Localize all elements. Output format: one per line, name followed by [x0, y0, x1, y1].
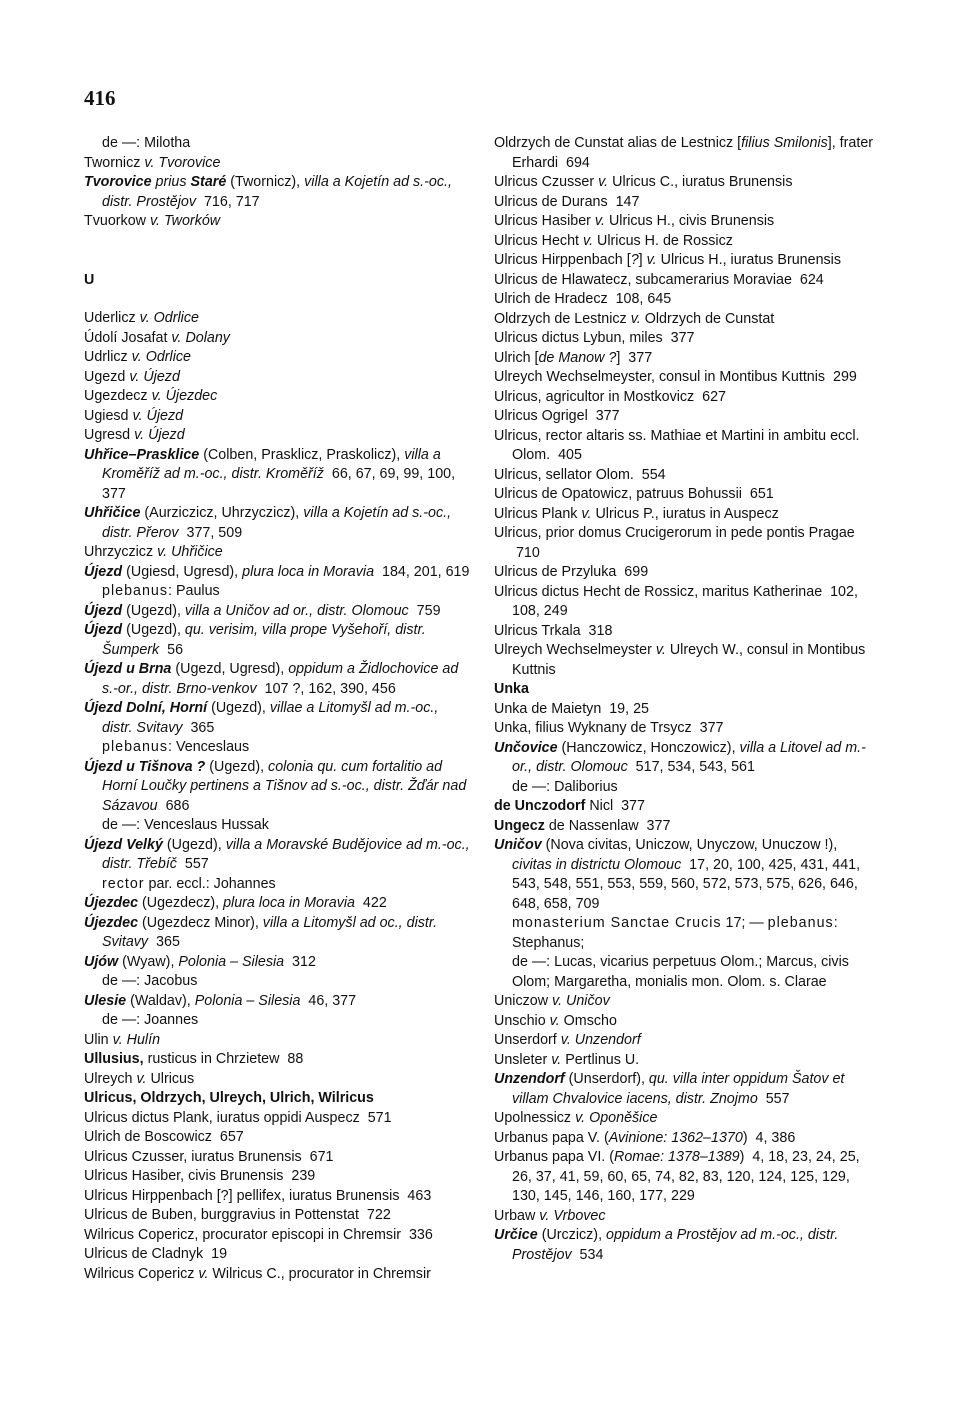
index-subentry: de —: Daliborius — [512, 778, 618, 795]
spacer — [84, 232, 472, 271]
index-entry: Wilricus Copericz, procurator episcopi in Chremsir 336 — [84, 1226, 433, 1243]
index-entry: Ulricus de Cladnyk 19 — [84, 1246, 228, 1262]
index-entry: Ulricus Trkala 318 — [494, 622, 613, 639]
index-subentry: rector par. eccl.: Johannes — [102, 875, 276, 892]
index-subentry: monasterium Sanctae Crucis 17; — plebanus: Stephanus; — [512, 915, 838, 951]
left-column — [84, 134, 472, 1284]
index-subentry: de —: Lucas, vicarius perpetuus Olom.; Marcus, civis Olom; Margaretha, monialis mon. Olom. s. Clarae — [512, 954, 849, 990]
index-entry: Ulricus de Opatowicz, patruus Bohussii 651 — [494, 486, 774, 502]
index-entry: Ulricus Hecht v. Ulricus H. de Rossicz — [494, 232, 733, 249]
index-entry: Určice (Urczicz), oppidum a Prostějov ad m.-oc., distr. Prostějov 534 — [494, 1227, 839, 1263]
index-entry: Ulreych Wechselmeyster, consul in Montibus Kuttnis 299 — [494, 369, 857, 385]
index-entry: Ugiesd v. Újezd — [84, 407, 184, 424]
index-entry: Ulricus de Przyluka 699 — [494, 564, 649, 580]
index-entry: Unsleter v. Pertlinus U. — [494, 1051, 640, 1068]
index-subentry: plebanus: Paulus — [102, 583, 220, 599]
index-entry: Udrlicz v. Odrlice — [84, 349, 191, 365]
index-entry: Ulrich de Hradecz 108, 645 — [494, 291, 672, 307]
index-subentry: de —: Joannes — [102, 1012, 199, 1028]
index-entry: Ullusius, rusticus in Chrzietew 88 — [84, 1051, 304, 1067]
index-entry: Unserdorf v. Unzendorf — [494, 1032, 641, 1048]
index-subentry: de —: Jacobus — [102, 973, 198, 989]
index-entry: Ulricus de Hlawatecz, subcamerarius Moraviae 624 — [494, 271, 824, 288]
index-entry: Ungecz de Nassenlaw 377 — [494, 817, 671, 834]
index-entry: Wilricus Copericz v. Wilricus C., procurator in Chremsir — [84, 1265, 431, 1282]
index-entry: Oldrzych de Lestnicz v. Oldrzych de Cunstat — [494, 310, 775, 327]
index-entry: Ulricus dictus Plank, iuratus oppidi Auspecz 571 — [84, 1109, 392, 1126]
index-subentry: de —: Milotha — [102, 135, 191, 151]
index-entry: Uderlicz v. Odrlice — [84, 310, 199, 326]
index-entry: Újezd Dolní, Horní (Ugezd), villae a Litomyšl ad m.-oc., distr. Svitavy 365 — [84, 700, 439, 736]
index-entry: Ulricus, rector altaris ss. Mathiae et Martini in ambitu eccl. Olom. 405 — [494, 427, 860, 463]
index-entry: Unzendorf (Unserdorf), qu. villa inter oppidum Šatov et villam Chvalovice iacens, distr. Znojmo 557 — [494, 1071, 845, 1107]
index-entry: Ulricus Czusser, iuratus Brunensis 671 — [84, 1148, 334, 1165]
index-entry: Ulin v. Hulín — [84, 1031, 161, 1048]
index-entry: Údolí Josafat v. Dolany — [84, 329, 230, 346]
index-entry: Újezd (Ugiesd, Ugresd), plura loca in Moravia 184, 201, 619 — [84, 563, 470, 580]
index-entry: Ugresd v. Újezd — [84, 427, 185, 443]
index-entry: Újezdec (Ugezdecz Minor), villa a Litomyšl ad oc., distr. Svitavy 365 — [84, 914, 438, 950]
index-entry: Ulricus, prior domus Crucigerorum in pede pontis Pragae 710 — [494, 525, 855, 561]
index-entry: Oldrzych de Cunstat alias de Lestnicz [filius Smilonis], frater Erhardi 694 — [494, 135, 874, 171]
index-entry: Ugezd v. Újezd — [84, 368, 180, 385]
index-entry: Újezd u Brna (Ugezd, Ugresd), oppidum a Židlochovice ad s.-or., distr. Brno-venkov 107 ?, 162, 390, 456 — [84, 661, 459, 697]
index-entry: Uhřičice (Aurziczicz, Uhrzyczicz), villa a Kojetín ad s.-oc., distr. Přerov 377, 509 — [84, 505, 452, 541]
right-column — [494, 134, 878, 1265]
index-entry: Unka de Maietyn 19, 25 — [494, 700, 649, 717]
index-entry: Tvorovice prius Staré (Twornicz), villa a Kojetín ad s.-oc., distr. Prostějov 716, 717 — [84, 174, 452, 210]
index-entry: Unschio v. Omscho — [494, 1012, 617, 1029]
index-entry: Ulrich [de Manow ?] 377 — [494, 349, 653, 366]
index-entry: Unčovice (Hanczowicz, Honczowicz), villa a Litovel ad m.-or., distr. Olomouc 517, 534, 543, 561 — [494, 739, 866, 775]
index-entry: Unka, filius Wyknany de Trsycz 377 — [494, 720, 724, 736]
index-entry: Ulricus de Durans 147 — [494, 193, 640, 210]
index-entry: Újezdec (Ugezdecz), plura loca in Moravia 422 — [84, 895, 387, 911]
index-subentry: plebanus: Venceslaus — [102, 739, 250, 755]
index-entry: Ulricus dictus Lybun, miles 377 — [494, 330, 695, 346]
index-entry: Ulricus, sellator Olom. 554 — [494, 466, 666, 483]
index-entry: Urbanus papa VI. (Romae: 1378–1389) 4, 18, 23, 24, 25, 26, 37, 41, 59, 60, 65, 74, 82, 83, 120, 124, 125, 129, 130, 145, 146, 160, 177, 229 — [494, 1149, 860, 1204]
index-entry: Uničov (Nova civitas, Uniczow, Unyczow, Unuczow !), civitas in districtu Olomouc 17, 20, 100, 425, 431, 441, 543, 548, 551, 553, 559, 560, 572, 573, 575, 626, 646, 648, 658, 709 — [494, 837, 861, 912]
spacer — [84, 290, 472, 309]
index-entry: Ulricus Czusser v. Ulricus C., iuratus Brunensis — [494, 174, 793, 190]
index-entry: Ulricus Hasiber v. Ulricus H., civis Brunensis — [494, 213, 775, 229]
index-entry: Urbaw v. Vrbovec — [494, 1207, 606, 1224]
index-entry: Újezd Velký (Ugezd), villa a Moravské Budějovice ad m.-oc., distr. Třebíč 557 — [84, 836, 470, 872]
index-entry: Újezd (Ugezd), qu. verisim, villa prope Vyšehoří, distr. Šumperk 56 — [84, 622, 426, 658]
index-entry: Uhřice–Prasklice (Colben, Prasklicz, Praskolicz), villa a Kroměříž ad m.-oc., distr. Kroměříž 66, 67, 69, 99, 100, 377 — [84, 446, 456, 502]
index-entry: Twornicz v. Tvorovice — [84, 154, 221, 171]
index-entry: Ulricus Hasiber, civis Brunensis 239 — [84, 1168, 316, 1184]
index-entry: Uniczow v. Uničov — [494, 993, 610, 1009]
page-number: 416 — [84, 86, 116, 110]
section-letter: U — [84, 271, 95, 288]
index-entry: Uhrzyczicz v. Uhřičice — [84, 544, 223, 560]
index-entry: Ulricus dictus Hecht de Rossicz, maritus Katherinae 102, 108, 249 — [494, 583, 858, 619]
index-entry: Urbanus papa V. (Avinione: 1362–1370) 4, 386 — [494, 1129, 796, 1146]
index-entry: Unka — [494, 681, 529, 697]
index-subentry: de —: Venceslaus Hussak — [102, 817, 269, 833]
index-entry: Ulricus de Buben, burggravius in Pottenstat 722 — [84, 1207, 391, 1223]
index-entry: Ulricus Plank v. Ulricus P., iuratus in Auspecz — [494, 505, 779, 522]
index-entry: de Unczodorf Nicl 377 — [494, 798, 645, 814]
index-entry: Ulreych Wechselmeyster v. Ulreych W., consul in Montibus Kuttnis — [494, 642, 866, 678]
index-entry: Ujów (Wyaw), Polonia – Silesia 312 — [84, 953, 316, 970]
index-entry: Ulricus Ogrigel 377 — [494, 408, 620, 424]
index-entry: Ulrich de Boscowicz 657 — [84, 1129, 244, 1145]
index-entry: Ulricus Hirppenbach [?] v. Ulricus H., iuratus Brunensis — [494, 252, 841, 268]
index-entry: Ulricus Hirppenbach [?] pellifex, iuratus Brunensis 463 — [84, 1187, 432, 1204]
index-entry: Ulreych v. Ulricus — [84, 1070, 195, 1087]
index-entry: Ulricus, Oldrzych, Ulreych, Ulrich, Wilricus — [84, 1090, 374, 1106]
index-entry: Újezd u Tišnova ? (Ugezd), colonia qu. cum fortalitio ad Horní Loučky pertinens a Tišnov ad s.-oc., distr. Žďár nad Sázavou 686 — [84, 758, 467, 814]
index-entry: Ulricus, agricultor in Mostkovicz 627 — [494, 388, 727, 405]
index-entry: Újezd (Ugezd), villa a Uničov ad or., distr. Olomouc 759 — [84, 602, 441, 619]
index-entry: Ugezdecz v. Újezdec — [84, 388, 218, 404]
index-entry: Upolnessicz v. Oponěšice — [494, 1110, 658, 1126]
index-entry: Ulesie (Waldav), Polonia – Silesia 46, 377 — [84, 992, 357, 1009]
index-entry: Tvuorkow v. Tworków — [84, 213, 221, 229]
